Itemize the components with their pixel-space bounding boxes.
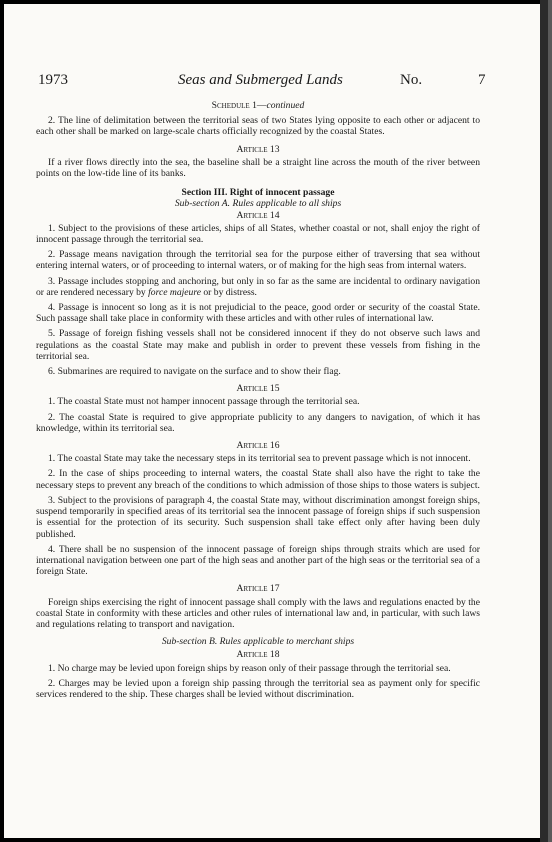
article-16-para-4: 4. There shall be no suspension of the innocent passage of foreign ships through straits which are used for international navigation between one part of the high seas and another part of the high seas or the territorial sea of a foreign State. bbox=[36, 543, 480, 578]
subsection-a-heading: Sub-section A. Rules applicable to all ships bbox=[174, 198, 342, 210]
page-edge-line bbox=[548, 0, 552, 842]
header-title: Seas and Submerged Lands bbox=[178, 72, 343, 88]
article-15-heading: Article 15 bbox=[236, 383, 280, 395]
article-14-para-2: 2. Passage means navigation through the territorial sea for the purpose either of traversing that sea without entering internal waters, or of proceeding to internal waters, or of making for the high seas from internal waters. bbox=[36, 249, 480, 272]
article-15-para-1: 1. The coastal State must not hamper innocent passage through the territorial sea. bbox=[48, 396, 360, 408]
article-18-para-2: 2. Charges may be levied upon a foreign ship passing through the territorial sea as payment only for specific services rendered to the ship. These charges shall be levied without discrimination. bbox=[36, 677, 480, 700]
section-3-heading: Section III. Right of innocent passage bbox=[181, 187, 335, 199]
schedule-heading: Schedule 1—continued bbox=[211, 100, 305, 111]
header-no: No. bbox=[400, 72, 423, 88]
article-16-para-1: 1. The coastal State may take the necessary steps in its territorial sea to prevent passage which is not innocent. bbox=[48, 453, 471, 465]
document-body bbox=[36, 100, 480, 704]
subsection-b-heading: Sub-section B. Rules applicable to merchant ships bbox=[161, 636, 355, 648]
article-16-para-3: 3. Subject to the provisions of paragraph 4, the coastal State may, without discrimination amongst foreign ships, suspend temporarily in specified areas of its territorial sea the innocent passage of foreign ships if such suspension is essential for the protection of its security. Such suspension shall take effect only after having been duly published. bbox=[36, 494, 480, 540]
paragraph-delimitation: 2. The line of delimitation between the territorial seas of two States lying opposite to each other or adjacent to each other shall be marked on large-scale charts officially recognized by the coastal States. bbox=[36, 115, 480, 138]
document-page bbox=[4, 4, 540, 838]
article-13-text: If a river flows directly into the sea, the baseline shall be a straight line across the mouth of the river between points on the low-tide line of its banks. bbox=[36, 156, 480, 180]
article-14-para-3: 3. Passage includes stopping and anchoring, but only in so far as the same are incidental to ordinary navigation or are rendered necessary by force majeure or by distress. bbox=[36, 275, 480, 298]
article-18-heading: Article 18 bbox=[236, 649, 280, 661]
page-number: 7 bbox=[478, 72, 486, 88]
article-14-heading: Article 14 bbox=[236, 209, 280, 221]
article-16-para-2: 2. In the case of ships proceeding to internal waters, the coastal State shall also have the right to take the necessary steps to prevent any breach of the conditions to which admission of those ships to those waters is subject. bbox=[36, 468, 480, 491]
article-14-para-5: 5. Passage of foreign fishing vessels shall not be considered innocent if they do not observe such laws and regulations as the coastal State may make and publish in order to prevent these vessels from fishing in the territorial sea. bbox=[36, 328, 480, 362]
article-15-para-2: 2. The coastal State is required to give appropriate publicity to any dangers to navigation, of which it has knowledge, within its territorial sea. bbox=[36, 411, 480, 434]
article-17-para-1: Foreign ships exercising the right of innocent passage shall comply with the laws and regulations enacted by the coastal State in conformity with these articles and other rules of international law and, in particular, with such laws and regulations relating to transport and navigation. bbox=[36, 596, 480, 630]
article-16-heading: Article 16 bbox=[236, 440, 280, 452]
article-14-para-4: 4. Passage is innocent so long as it is not prejudicial to the peace, good order or security of the coastal State. Such passage shall take place in conformity with these articles and with other rules of international law. bbox=[36, 302, 480, 325]
article-17-heading: Article 17 bbox=[236, 583, 280, 595]
page-header bbox=[38, 72, 488, 94]
header-year: 1973 bbox=[38, 72, 68, 88]
article-13-heading: Article 13 bbox=[236, 143, 280, 155]
article-14-para-1: 1. Subject to the provisions of these articles, ships of all States, whether coastal or not, shall enjoy the right of innocent passage through the territorial sea. bbox=[36, 222, 480, 246]
article-14-para-6: 6. Submarines are required to navigate on the surface and to show their flag. bbox=[48, 366, 341, 378]
article-18-para-1: 1. No charge may be levied upon foreign ships by reason only of their passage through the territorial sea. bbox=[48, 662, 451, 674]
